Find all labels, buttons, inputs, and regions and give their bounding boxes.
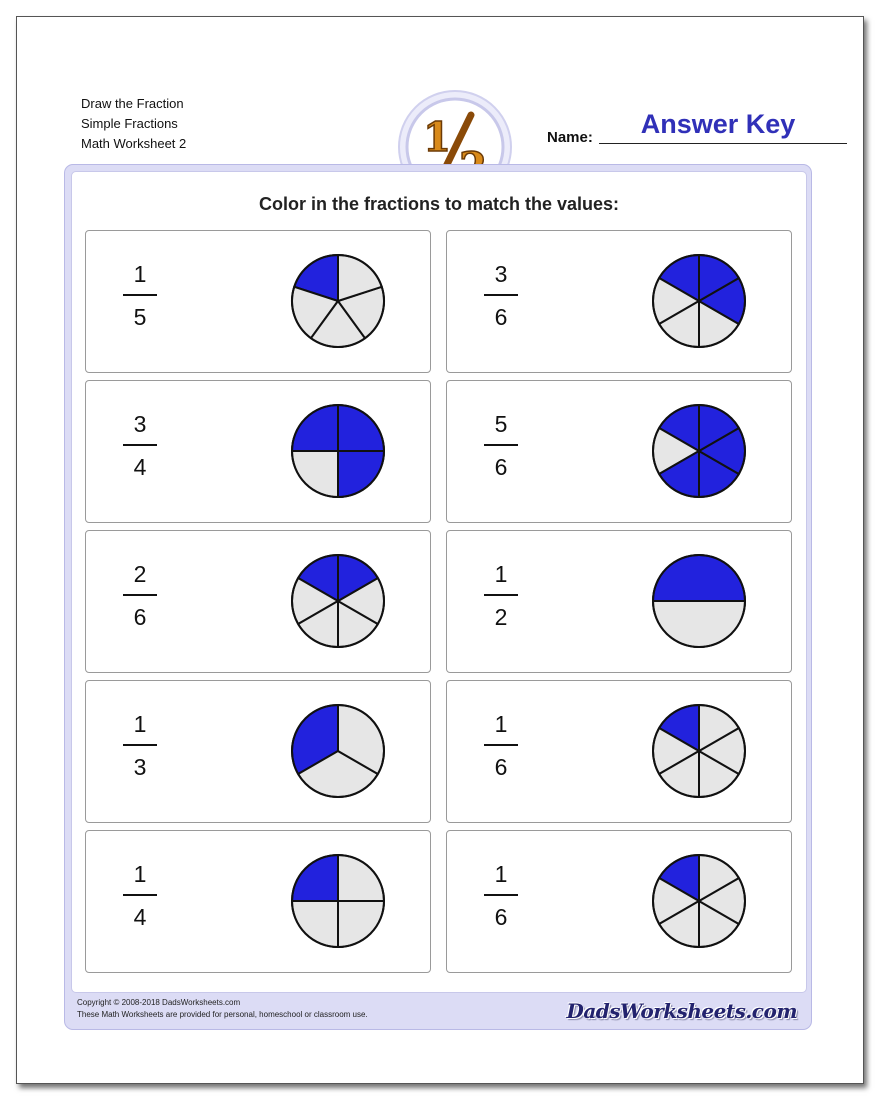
- fraction-numerator: 1: [494, 861, 508, 887]
- pie-slice-empty[interactable]: [653, 601, 745, 647]
- fraction-label: [481, 261, 521, 330]
- fraction-label: [120, 861, 160, 930]
- problem-3: [85, 380, 431, 523]
- header-title: Draw the Fraction: [81, 96, 184, 111]
- problems-area: [71, 171, 807, 993]
- fraction-denominator: 5: [133, 304, 147, 330]
- problem-5: [85, 530, 431, 673]
- fraction-denominator: 6: [133, 604, 147, 630]
- fraction-bar: [123, 594, 157, 596]
- fraction-circle[interactable]: [651, 403, 747, 499]
- fraction-circle[interactable]: [290, 853, 386, 949]
- fraction-label: [481, 561, 521, 630]
- fraction-numerator: 3: [494, 261, 508, 287]
- pie-slice-filled[interactable]: [653, 555, 745, 601]
- fraction-denominator: 6: [494, 904, 508, 930]
- fraction-label: [120, 261, 160, 330]
- problem-6: [446, 530, 792, 673]
- fraction-label: [120, 711, 160, 780]
- name-label: Name:: [547, 129, 593, 146]
- fraction-circle[interactable]: [651, 853, 747, 949]
- copyright-text: Copyright © 2008-2018 DadsWorksheets.com: [77, 998, 241, 1007]
- fraction-denominator: 6: [494, 454, 508, 480]
- usage-notice: These Math Worksheets are provided for personal, homeschool or classroom use.: [77, 1010, 368, 1019]
- fraction-bar: [484, 294, 518, 296]
- fraction-numerator: 1: [494, 711, 508, 737]
- brand-logo: DadsWorksheets.com: [566, 999, 797, 1023]
- fraction-label: [481, 711, 521, 780]
- fraction-denominator: 2: [494, 604, 508, 630]
- fraction-numerator: 2: [133, 561, 147, 587]
- fraction-numerator: 1: [133, 261, 147, 287]
- fraction-bar: [123, 444, 157, 446]
- fraction-bar: [484, 744, 518, 746]
- fraction-denominator: 4: [133, 454, 147, 480]
- fraction-bar: [123, 894, 157, 896]
- fraction-numerator: 1: [133, 861, 147, 887]
- fraction-bar: [484, 594, 518, 596]
- problem-2: [446, 230, 792, 373]
- fraction-numerator: 5: [494, 411, 508, 437]
- fraction-label: [481, 411, 521, 480]
- fraction-circle[interactable]: [651, 703, 747, 799]
- problem-10: [446, 830, 792, 973]
- fraction-circle[interactable]: [290, 403, 386, 499]
- fraction-bar: [484, 444, 518, 446]
- problem-9: [85, 830, 431, 973]
- fraction-circle[interactable]: [290, 253, 386, 349]
- name-field-answer: Answer Key: [640, 109, 796, 139]
- problem-7: [85, 680, 431, 823]
- name-underline: [599, 143, 847, 144]
- fraction-bar: [123, 294, 157, 296]
- fraction-label: [120, 561, 160, 630]
- fraction-denominator: 3: [133, 754, 147, 780]
- fraction-bar: [484, 894, 518, 896]
- fraction-numerator: 3: [133, 411, 147, 437]
- header-subtitle: Simple Fractions: [81, 116, 178, 131]
- problem-8: [446, 680, 792, 823]
- fraction-circle[interactable]: [651, 253, 747, 349]
- fraction-denominator: 6: [494, 304, 508, 330]
- problem-4: [446, 380, 792, 523]
- fraction-circle[interactable]: [290, 703, 386, 799]
- fraction-circle[interactable]: [290, 553, 386, 649]
- fraction-circle[interactable]: [651, 553, 747, 649]
- fraction-numerator: 1: [133, 711, 147, 737]
- fraction-label: [481, 861, 521, 930]
- header-worksheet-number: Math Worksheet 2: [81, 136, 187, 151]
- fraction-label: [120, 411, 160, 480]
- fraction-denominator: 4: [133, 904, 147, 930]
- svg-text:1: 1: [423, 114, 451, 161]
- fraction-denominator: 6: [494, 754, 508, 780]
- fraction-bar: [123, 744, 157, 746]
- instructions: Color in the fractions to match the values:: [258, 194, 620, 214]
- problem-1: [85, 230, 431, 373]
- fraction-numerator: 1: [494, 561, 508, 587]
- problems-panel: [64, 164, 812, 1030]
- worksheet-header: [81, 94, 186, 154]
- footer-copyright: [77, 997, 368, 1021]
